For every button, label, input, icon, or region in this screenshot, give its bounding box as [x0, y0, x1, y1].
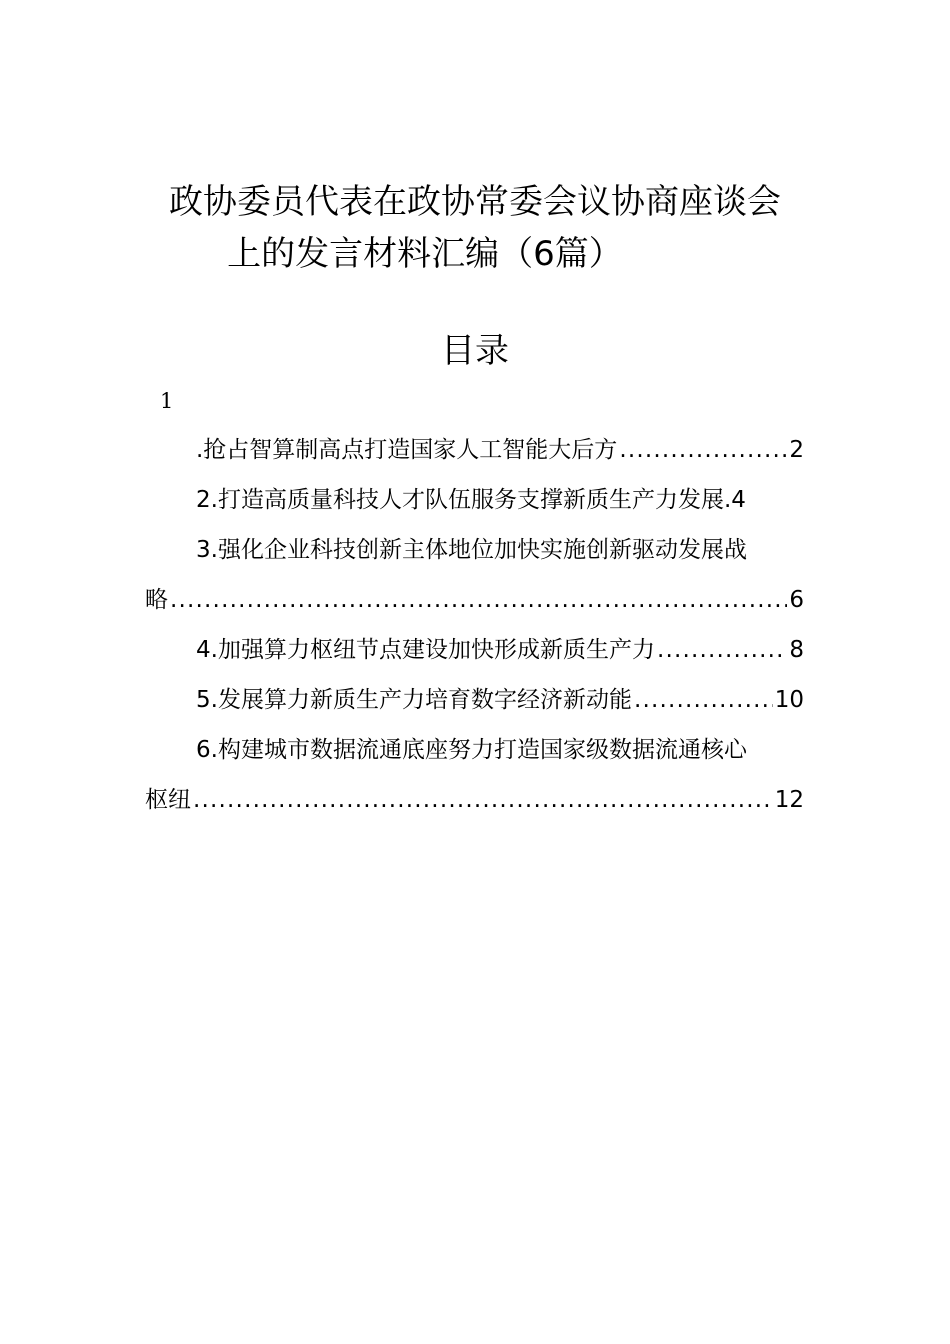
toc-page-number: 2: [789, 437, 804, 463]
toc-entry-4[interactable]: [196, 625, 804, 675]
toc-leader-dots: [657, 625, 787, 675]
toc-leader-dots: [619, 425, 787, 475]
toc-entry-label: 2.打造高质量科技人才队伍服务支撑新质生产力发展: [196, 487, 724, 513]
toc-page-number: 4: [731, 487, 746, 513]
toc-entry-label: 5.发展算力新质生产力培育数字经济新动能: [196, 687, 632, 713]
toc-page-number: 8: [789, 637, 804, 663]
toc-heading: 目录: [441, 331, 509, 371]
toc-entry-label: 枢纽: [145, 787, 191, 813]
toc-entry-label: .抢占智算制高点打造国家人工智能大后方: [196, 437, 618, 463]
toc-entry-6-line-2[interactable]: [145, 775, 804, 825]
document-title-line-2: 上的发言材料汇编（6篇）: [227, 234, 623, 274]
toc-entry-label: 略: [145, 587, 168, 613]
toc-leader-dots: [170, 575, 787, 625]
toc-entry-label: 4.加强算力枢纽节点建设加快形成新质生产力: [196, 637, 655, 663]
toc-page-number: 12: [774, 787, 804, 813]
toc-entry-3-line-2[interactable]: [145, 575, 804, 625]
toc-entry-separator: .: [723, 487, 732, 513]
toc-entry-1[interactable]: [196, 425, 804, 475]
toc-entry-3-line-1[interactable]: 3.强化企业科技创新主体地位加快实施创新驱动发展战: [196, 537, 747, 563]
toc-page-number: 6: [789, 587, 804, 613]
toc-leader-dots: [634, 675, 773, 725]
stray-number: 1: [160, 389, 174, 413]
document-title-line-1: 政协委员代表在政协常委会议协商座谈会: [169, 182, 781, 222]
toc-entry-6-line-1[interactable]: 6.构建城市数据流通底座努力打造国家级数据流通核心: [196, 737, 747, 763]
toc-leader-dots: [193, 775, 773, 825]
toc-entry-5[interactable]: [196, 675, 804, 725]
toc-page-number: 10: [774, 687, 804, 713]
toc-entry-2[interactable]: [196, 475, 804, 525]
